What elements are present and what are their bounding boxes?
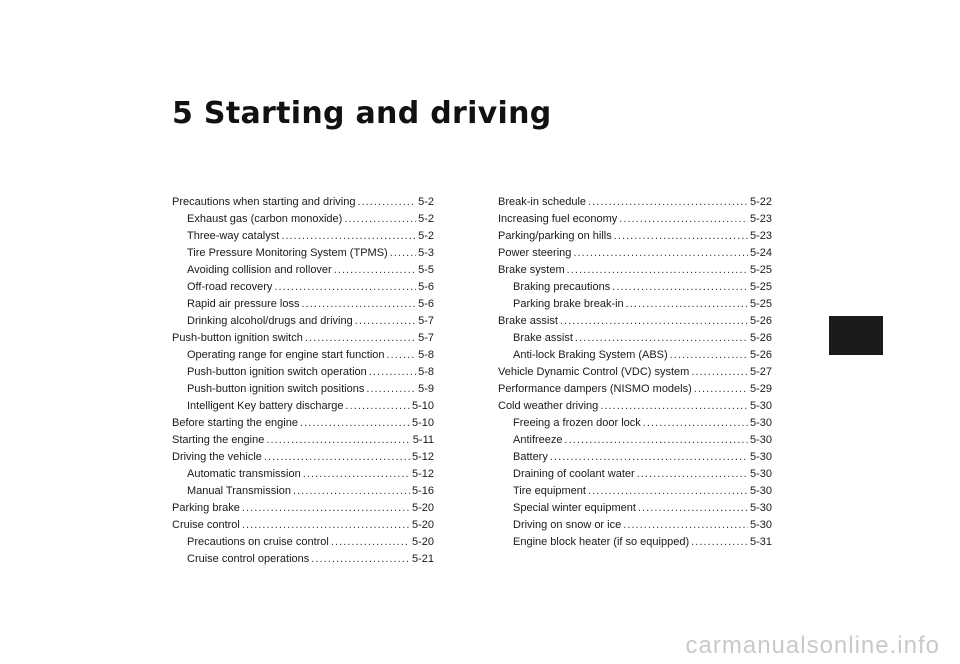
toc-leader-dots: [366, 381, 416, 398]
toc-entry[interactable]: [498, 381, 772, 398]
toc-entry-page: 5-2: [418, 230, 434, 242]
toc-entry[interactable]: [498, 449, 772, 466]
toc-leader-dots: [691, 534, 748, 551]
toc-leader-dots: [691, 364, 748, 381]
toc-entry-page: 5-9: [418, 383, 434, 395]
toc-leader-dots: [357, 194, 416, 211]
toc-leader-dots: [588, 483, 748, 500]
toc-entry-label: Push-button ignition switch operation: [187, 366, 367, 378]
toc-leader-dots: [369, 364, 416, 381]
toc-entry-label: Vehicle Dynamic Control (VDC) system: [498, 366, 690, 378]
toc-entry-page: 5-29: [749, 383, 772, 395]
toc-entry-label: Operating range for engine start function: [187, 349, 385, 361]
toc-leader-dots: [626, 296, 748, 313]
toc-leader-dots: [575, 330, 748, 347]
toc-entry-page: 5-6: [418, 281, 434, 293]
toc-leader-dots: [300, 415, 410, 432]
toc-entry-label: Rapid air pressure loss: [187, 298, 300, 310]
toc-entry-page: 5-7: [418, 332, 434, 344]
toc-leader-dots: [305, 330, 416, 347]
toc-entry-label: Special winter equipment: [513, 502, 636, 514]
toc-entry-label: Parking brake: [172, 502, 240, 514]
toc-entry-page: 5-10: [411, 400, 434, 412]
toc-entry-page: 5-27: [749, 366, 772, 378]
toc-entry-page: 5-21: [411, 553, 434, 565]
toc-entry-page: 5-30: [749, 417, 772, 429]
toc-entry[interactable]: [498, 296, 772, 313]
toc-entry-label: Braking precautions: [513, 281, 611, 293]
toc-entry-label: Avoiding collision and rollover: [187, 264, 332, 276]
toc-entry-label: Brake assist: [498, 315, 558, 327]
toc-entry-page: 5-30: [749, 434, 772, 446]
toc-entry-label: Engine block heater (if so equipped): [513, 536, 690, 548]
chapter-tab-marker: [829, 316, 883, 355]
toc-leader-dots: [266, 432, 410, 449]
toc-entry-label: Cruise control: [172, 519, 240, 531]
toc-entry[interactable]: [172, 347, 434, 364]
toc-entry-page: 5-24: [749, 247, 772, 259]
toc-entry-label: Push-button ignition switch: [172, 332, 303, 344]
toc-entry-label: Tire Pressure Monitoring System (TPMS): [187, 247, 388, 259]
toc-entry-label: Anti-lock Braking System (ABS): [513, 349, 668, 361]
toc-entry[interactable]: [498, 347, 772, 364]
toc-leader-dots: [694, 381, 748, 398]
toc-leader-dots: [346, 398, 410, 415]
toc-entry[interactable]: [172, 415, 434, 432]
toc-entry-page: 5-12: [411, 451, 434, 463]
toc-entry-page: 5-2: [418, 213, 434, 225]
toc-leader-dots: [550, 449, 748, 466]
toc-entry[interactable]: [498, 466, 772, 483]
toc-leader-dots: [643, 415, 748, 432]
toc-entry-page: 5-23: [749, 230, 772, 242]
toc-entry-page: 5-30: [749, 400, 772, 412]
toc-leader-dots: [638, 500, 748, 517]
toc-entry[interactable]: [172, 466, 434, 483]
toc-leader-dots: [567, 262, 748, 279]
toc-entry-label: Antifreeze: [513, 434, 563, 446]
toc-entry-page: 5-2: [418, 196, 434, 208]
toc-leader-dots: [274, 279, 416, 296]
toc-entry[interactable]: [172, 364, 434, 381]
toc-entry[interactable]: [498, 534, 772, 551]
toc-entry-label: Cold weather driving: [498, 400, 599, 412]
toc-entry[interactable]: [172, 517, 434, 534]
toc-entry-label: Draining of coolant water: [513, 468, 635, 480]
watermark: carmanualsonline.info: [685, 632, 940, 659]
toc-entry-page: 5-30: [749, 519, 772, 531]
toc-entry-label: Precautions when starting and driving: [172, 196, 356, 208]
toc-entry-page: 5-23: [749, 213, 772, 225]
chapter-title: 5 Starting and driving: [172, 96, 552, 131]
toc-entry[interactable]: [498, 245, 772, 262]
toc-leader-dots: [344, 211, 416, 228]
toc-entry-page: 5-30: [749, 485, 772, 497]
toc-leader-dots: [565, 432, 748, 449]
toc-entry-page: 5-5: [418, 264, 434, 276]
toc-leader-dots: [311, 551, 410, 568]
toc-entry[interactable]: [498, 415, 772, 432]
toc-leader-dots: [293, 483, 410, 500]
toc-leader-dots: [242, 500, 410, 517]
toc-leader-dots: [264, 449, 410, 466]
toc-entry-label: Automatic transmission: [187, 468, 301, 480]
toc-entry-label: Tire equipment: [513, 485, 586, 497]
toc-entry-label: Break-in schedule: [498, 196, 587, 208]
toc-entry-label: Parking/parking on hills: [498, 230, 612, 242]
toc-leader-dots: [612, 279, 748, 296]
toc-entry-label: Increasing fuel economy: [498, 213, 618, 225]
toc-entry[interactable]: [498, 364, 772, 381]
toc-entry[interactable]: [172, 432, 434, 449]
toc-entry-page: 5-20: [411, 519, 434, 531]
toc-entry[interactable]: [498, 279, 772, 296]
toc-leader-dots: [588, 194, 748, 211]
toc-entry-page: 5-25: [749, 281, 772, 293]
toc-entry[interactable]: [172, 398, 434, 415]
toc-leader-dots: [560, 313, 748, 330]
toc-entry-page: 5-20: [411, 536, 434, 548]
toc-entry[interactable]: [172, 245, 434, 262]
toc-entry-label: Power steering: [498, 247, 572, 259]
toc-entry-label: Drinking alcohol/drugs and driving: [187, 315, 353, 327]
toc-entry[interactable]: [498, 262, 772, 279]
toc-column-right: [498, 194, 772, 551]
toc-entry-label: Freeing a frozen door lock: [513, 417, 641, 429]
toc-leader-dots: [387, 347, 417, 364]
toc-entry[interactable]: [172, 534, 434, 551]
toc-entry-page: 5-26: [749, 349, 772, 361]
toc-entry[interactable]: [172, 279, 434, 296]
toc-entry[interactable]: [172, 500, 434, 517]
toc-entry[interactable]: [172, 228, 434, 245]
toc-entry[interactable]: [172, 381, 434, 398]
toc-entry-page: 5-31: [749, 536, 772, 548]
toc-entry-label: Before starting the engine: [172, 417, 298, 429]
toc-entry[interactable]: [172, 262, 434, 279]
toc-entry-page: 5-26: [749, 332, 772, 344]
toc-entry[interactable]: [172, 449, 434, 466]
toc-leader-dots: [242, 517, 410, 534]
toc-leader-dots: [600, 398, 748, 415]
toc-entry-label: Off-road recovery: [187, 281, 273, 293]
toc-column-left: [172, 194, 434, 568]
toc-leader-dots: [281, 228, 416, 245]
toc-entry[interactable]: [172, 551, 434, 568]
toc-entry-label: Starting the engine: [172, 434, 265, 446]
toc-leader-dots: [390, 245, 416, 262]
toc-entry-page: 5-20: [411, 502, 434, 514]
toc-entry-label: Cruise control operations: [187, 553, 310, 565]
toc-entry[interactable]: [498, 483, 772, 500]
toc-entry-page: 5-30: [749, 468, 772, 480]
toc-leader-dots: [670, 347, 748, 364]
toc-entry[interactable]: [172, 313, 434, 330]
toc-entry-label: Battery: [513, 451, 548, 463]
toc-entry-label: Push-button ignition switch positions: [187, 383, 365, 395]
toc-entry[interactable]: [498, 517, 772, 534]
toc-entry-label: Precautions on cruise control: [187, 536, 329, 548]
toc-entry[interactable]: [498, 330, 772, 347]
toc-entry-page: 5-8: [418, 349, 434, 361]
toc-leader-dots: [614, 228, 748, 245]
toc-leader-dots: [355, 313, 416, 330]
toc-entry-page: 5-10: [411, 417, 434, 429]
toc-leader-dots: [623, 517, 748, 534]
toc-leader-dots: [303, 466, 410, 483]
toc-entry-label: Brake assist: [513, 332, 573, 344]
toc-entry-page: 5-11: [412, 434, 434, 446]
toc-entry[interactable]: [498, 398, 772, 415]
toc-entry-page: 5-8: [418, 366, 434, 378]
toc-entry-page: 5-25: [749, 298, 772, 310]
toc-entry-page: 5-26: [749, 315, 772, 327]
toc-entry-label: Manual Transmission: [187, 485, 291, 497]
toc-entry[interactable]: [172, 330, 434, 347]
toc-entry-page: 5-16: [411, 485, 434, 497]
toc-entry-page: 5-30: [749, 502, 772, 514]
toc-entry[interactable]: [498, 500, 772, 517]
toc-entry-page: 5-25: [749, 264, 772, 276]
toc-entry[interactable]: [172, 211, 434, 228]
toc-leader-dots: [302, 296, 417, 313]
toc-entry[interactable]: [498, 432, 772, 449]
toc-leader-dots: [573, 245, 748, 262]
toc-entry[interactable]: [172, 483, 434, 500]
toc-entry-label: Driving on snow or ice: [513, 519, 622, 531]
toc-entry-label: Exhaust gas (carbon monoxide): [187, 213, 343, 225]
toc-entry-label: Three-way catalyst: [187, 230, 280, 242]
toc-leader-dots: [619, 211, 748, 228]
toc-entry[interactable]: [498, 194, 772, 211]
toc-entry-label: Driving the vehicle: [172, 451, 262, 463]
toc-entry[interactable]: [498, 211, 772, 228]
toc-leader-dots: [637, 466, 748, 483]
toc-entry-page: 5-22: [749, 196, 772, 208]
toc-leader-dots: [331, 534, 410, 551]
toc-entry-label: Parking brake break-in: [513, 298, 624, 310]
toc-entry-page: 5-3: [418, 247, 434, 259]
toc-entry-page: 5-12: [411, 468, 434, 480]
toc-entry-page: 5-7: [418, 315, 434, 327]
toc-entry-label: Brake system: [498, 264, 565, 276]
toc-entry[interactable]: [498, 313, 772, 330]
toc-entry[interactable]: [498, 228, 772, 245]
toc-entry-label: Performance dampers (NISMO models): [498, 383, 692, 395]
toc-entry-page: 5-6: [418, 298, 434, 310]
toc-entry-page: 5-30: [749, 451, 772, 463]
toc-entry-label: Intelligent Key battery discharge: [187, 400, 344, 412]
toc-entry[interactable]: [172, 296, 434, 313]
toc-leader-dots: [334, 262, 416, 279]
toc-entry[interactable]: [172, 194, 434, 211]
